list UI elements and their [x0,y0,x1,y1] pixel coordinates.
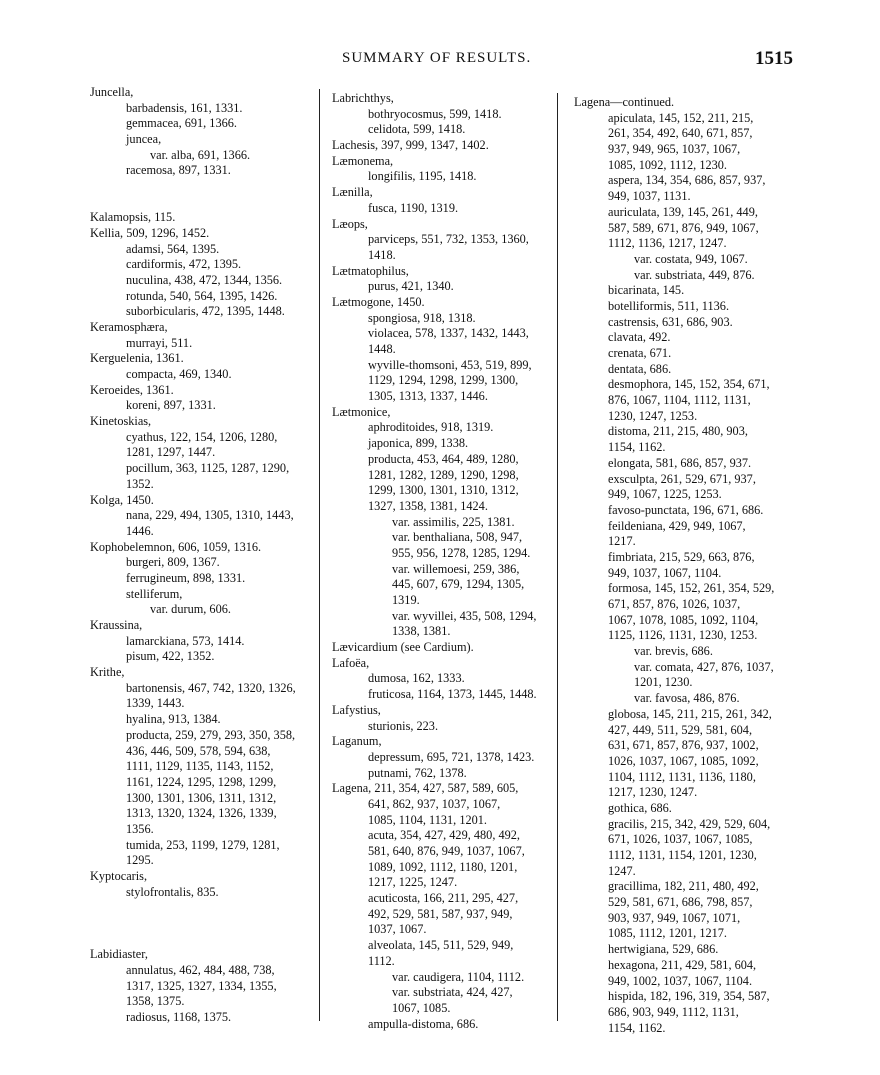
index-species-entry: castrensis, 631, 686, 903. [608,314,733,329]
index-variety-entry: 1201, 1230. [634,675,693,690]
index-species-entry: 1217, 1225, 1247. [368,875,458,890]
index-variety-entry: var. favosa, 486, 876. [634,691,740,706]
index-genus-entry: Juncella, [90,85,134,99]
index-species-entry: hexagona, 211, 429, 581, 604, [608,957,757,972]
index-species-entry: sturionis, 223. [368,718,439,733]
index-genus-entry: Keramosphæra, [90,319,168,334]
index-genus-entry: Lætmogone, 1450. [332,294,425,309]
index-species-entry: crenata, 671. [608,346,672,360]
index-species-entry: ampulla-distoma, 686. [368,1016,479,1031]
index-species-entry: exsculpta, 261, 529, 671, 937, [608,471,756,486]
index-genus-entry: Labrichthys, [332,91,394,105]
index-genus-entry: Lachesis, 397, 999, 1347, 1402. [332,138,489,153]
index-species-entry: alveolata, 145, 511, 529, 949, [368,938,514,953]
index-species-entry: 1217, 1230, 1247. [608,785,698,800]
index-column-3 [574,95,797,1036]
index-species-entry: producta, 453, 464, 489, 1280, [368,451,519,466]
index-variety-entry: var. assimilis, 225, 1381. [392,514,515,529]
index-species-entry: 1418. [368,247,396,262]
index-species-entry: bothryocosmus, 599, 1418. [368,106,502,121]
index-species-entry: 261, 354, 492, 640, 671, 857, [608,126,753,141]
index-species-entry: pocillum, 363, 1125, 1287, 1290, [126,461,290,476]
index-species-entry: 1327, 1358, 1381, 1424. [368,498,488,513]
index-species-entry: 1446. [126,523,154,538]
index-species-entry: 1448. [368,342,396,356]
index-variety-entry: var. willemoesi, 259, 386, [392,561,520,576]
index-species-entry: racemosa, 897, 1331. [126,163,231,178]
index-species-entry: depressum, 695, 721, 1378, 1423. [368,749,535,764]
index-species-entry: 641, 862, 937, 1037, 1067, [368,796,501,811]
index-species-entry: 1112. [368,953,395,968]
entry-spacer [90,900,312,947]
index-species-entry: compacta, 469, 1340. [126,367,232,381]
index-variety-entry: var. comata, 427, 876, 1037, [634,659,774,674]
index-genus-entry: Lætmonice, [332,404,391,419]
index-genus-entry: Krithe, [90,665,125,680]
index-species-entry: 876, 1067, 1104, 1112, 1131, [608,393,751,408]
index-species-entry: auriculata, 139, 145, 261, 449, [608,204,758,219]
index-genus-entry: Lætmatophilus, [332,263,409,278]
index-species-entry: stelliferum, [126,586,183,601]
index-species-entry: 631, 671, 857, 876, 937, 1002, [608,738,759,753]
index-species-entry: 1125, 1126, 1131, 1230, 1253. [608,628,758,643]
index-column-2 [332,91,554,1032]
index-species-entry: 1026, 1037, 1067, 1085, 1092, [608,753,759,768]
column-divider-2 [557,93,558,1021]
index-variety-entry: var. caudigera, 1104, 1112. [392,969,525,984]
index-species-entry: hyalina, 913, 1384. [126,712,221,727]
index-species-entry: 427, 449, 511, 529, 581, 604, [608,722,753,737]
index-genus-entry: Kraussina, [90,618,143,632]
index-variety-entry: var. substriata, 424, 427, [392,985,513,1000]
index-variety-entry: 1319. [392,593,420,607]
index-species-entry: cyathus, 122, 154, 1206, 1280, [126,429,278,444]
index-species-entry: hertwigiana, 529, 686. [608,942,719,957]
index-species-entry: cardiformis, 472, 1395. [126,257,242,272]
index-species-entry: 1352. [126,476,154,491]
index-species-entry: 1281, 1282, 1289, 1290, 1298, [368,467,519,482]
index-species-entry: 529, 581, 671, 686, 798, 857, [608,895,753,910]
index-variety-entry: 955, 956, 1278, 1285, 1294. [392,545,531,560]
index-species-entry: spongiosa, 918, 1318. [368,310,476,325]
index-species-entry: distoma, 211, 215, 480, 903, [608,424,748,439]
index-species-entry: globosa, 145, 211, 215, 261, 342, [608,706,772,721]
index-species-entry: 1217. [608,534,636,549]
index-species-entry: juncea, [126,132,162,147]
index-genus-entry: Kellia, 509, 1296, 1452. [90,225,210,240]
index-species-entry: formosa, 145, 152, 261, 354, 529, [608,581,775,596]
index-species-entry: elongata, 581, 686, 857, 937. [608,455,752,470]
index-genus-entry: Lænilla, [332,185,373,200]
index-species-entry: acuta, 354, 427, 429, 480, 492, [368,828,520,843]
index-species-entry: 949, 1067, 1225, 1253. [608,487,722,502]
index-species-entry: clavata, 492. [608,330,671,345]
index-species-entry: 686, 903, 949, 1112, 1131, [608,1004,739,1019]
index-species-entry: desmophora, 145, 152, 354, 671, [608,377,770,392]
index-species-entry: suborbicularis, 472, 1395, 1448. [126,304,285,319]
index-species-entry: parviceps, 551, 732, 1353, 1360, [368,232,529,247]
index-variety-entry: 445, 607, 679, 1294, 1305, [392,577,525,592]
index-species-entry: 436, 446, 509, 578, 594, 638, [126,743,271,758]
index-species-entry: 1104, 1112, 1131, 1136, 1180, [608,769,756,784]
index-species-entry: dentata, 686. [608,361,672,376]
index-species-entry: 1067, 1078, 1085, 1092, 1104, [608,612,759,627]
index-species-entry: gracilis, 215, 342, 429, 529, 604, [608,816,771,831]
index-species-entry: favoso-punctata, 196, 671, 686. [608,502,764,517]
index-genus-entry: Lagena—continued. [574,95,675,109]
index-species-entry: 1037, 1067. [368,922,427,937]
index-species-entry: bartonensis, 467, 742, 1320, 1326, [126,680,296,695]
index-column-1 [90,85,312,1026]
index-species-entry: 1129, 1294, 1298, 1299, 1300, [368,373,519,388]
index-variety-entry: var. substriata, 449, 876. [634,267,755,282]
index-genus-entry: Kalamopsis, 115. [90,210,176,225]
index-species-entry: 1247. [608,863,636,878]
index-species-entry: 1356. [126,821,154,836]
index-species-entry: annulatus, 462, 484, 488, 738, [126,963,275,978]
index-species-entry: producta, 259, 279, 293, 350, 358, [126,727,296,742]
index-species-entry: 903, 937, 949, 1067, 1071, [608,910,741,925]
index-genus-entry: Læops, [332,216,368,231]
index-species-entry: ferrugineum, 898, 1331. [126,570,246,585]
index-species-entry: lamarckiana, 573, 1414. [126,633,245,648]
index-species-entry: 949, 1037, 1067, 1104. [608,565,722,580]
index-species-entry: japonica, 899, 1338. [368,436,469,451]
index-species-entry: pisum, 422, 1352. [126,649,215,664]
index-variety-entry: var. wyvillei, 435, 508, 1294, [392,608,537,623]
index-genus-entry: Lævicardium (see Cardium). [332,640,474,655]
index-species-entry: stylofrontalis, 835. [126,884,219,899]
index-genus-entry: Læmonema, [332,153,394,168]
index-species-entry: 1317, 1325, 1327, 1334, 1355, [126,978,277,993]
index-species-entry: 1305, 1313, 1337, 1446. [368,389,488,404]
index-species-entry: violacea, 578, 1337, 1432, 1443, [368,326,529,341]
index-variety-entry: var. costata, 949, 1067. [634,251,748,266]
index-species-entry: rotunda, 540, 564, 1395, 1426. [126,288,278,303]
index-species-entry: 1111, 1129, 1135, 1143, 1152, [126,759,274,774]
index-species-entry: 949, 1037, 1131. [608,189,691,204]
index-species-entry: 1085, 1104, 1131, 1201. [368,812,487,827]
index-species-entry: hispida, 182, 196, 319, 354, 587, [608,989,770,1004]
index-species-entry: apiculata, 145, 152, 211, 215, [608,110,754,125]
index-genus-entry: Lafoëa, [332,655,370,670]
index-species-entry: 1339, 1443. [126,696,185,711]
column-divider-1 [319,89,320,1021]
index-species-entry: radiosus, 1168, 1375. [126,1010,232,1025]
index-species-entry: 1281, 1297, 1447. [126,445,216,460]
running-header-title: SUMMARY OF RESULTS. [342,50,532,66]
index-species-entry: feildeniana, 429, 949, 1067, [608,518,746,533]
index-species-entry: acuticosta, 166, 211, 295, 427, [368,891,519,906]
index-variety-entry: var. brevis, 686. [634,644,713,659]
index-species-entry: gothica, 686. [608,800,672,815]
index-species-entry: 492, 529, 581, 587, 937, 949, [368,906,513,921]
index-species-entry: 1300, 1301, 1306, 1311, 1312, [126,790,277,805]
index-genus-entry: Kerguelenia, 1361. [90,351,184,366]
index-genus-entry: Keroeides, 1361. [90,382,174,397]
index-species-entry: fusca, 1190, 1319. [368,200,459,215]
index-variety-entry: var. durum, 606. [150,602,231,617]
index-species-entry: 1154, 1162. [608,440,666,455]
index-species-entry: purus, 421, 1340. [368,279,454,294]
index-species-entry: 1358, 1375. [126,994,185,1009]
index-species-entry: murrayi, 511. [126,335,193,350]
index-genus-entry: Kolga, 1450. [90,492,154,507]
index-species-entry: barbadensis, 161, 1331. [126,100,243,115]
index-species-entry: gracillima, 182, 211, 480, 492, [608,879,759,894]
index-species-entry: gemmacea, 691, 1366. [126,116,237,131]
index-species-entry: 671, 857, 876, 1026, 1037, [608,597,741,611]
index-species-entry: wyville-thomsoni, 453, 519, 899, [368,357,532,372]
index-species-entry: aspera, 134, 354, 686, 857, 937, [608,173,766,188]
index-genus-entry: Labidiaster, [90,947,148,962]
index-species-entry: celidota, 599, 1418. [368,122,466,137]
index-species-entry: 937, 949, 965, 1037, 1067, [608,142,741,157]
index-species-entry: 1154, 1162. [608,1020,666,1035]
index-species-entry: tumida, 253, 1199, 1279, 1281, [126,837,280,852]
index-species-entry: fimbriata, 215, 529, 663, 876, [608,549,755,564]
index-genus-entry: Kophobelemnon, 606, 1059, 1316. [90,539,262,554]
page-number: 1515 [755,48,793,69]
index-species-entry: 1230, 1247, 1253. [608,408,698,423]
index-genus-entry: Kinetoskias, [90,414,152,429]
index-species-entry: 671, 1026, 1037, 1067, 1085, [608,832,753,847]
index-genus-entry: Kyptocaris, [90,869,148,883]
index-species-entry: adamsi, 564, 1395. [126,241,220,256]
index-species-entry: 1085, 1112, 1201, 1217. [608,926,727,941]
index-species-entry: 1112, 1131, 1154, 1201, 1230, [608,848,757,862]
index-species-entry: 1089, 1092, 1112, 1180, 1201, [368,859,518,874]
index-species-entry: nana, 229, 494, 1305, 1310, 1443, [126,508,294,523]
index-species-entry: fruticosa, 1164, 1373, 1445, 1448. [368,687,537,702]
index-species-entry: 581, 640, 876, 949, 1037, 1067, [368,844,525,858]
index-genus-entry: Laganum, [332,734,382,749]
index-species-entry: aphroditoides, 918, 1319. [368,420,494,435]
index-species-entry: bicarinata, 145. [608,283,685,298]
index-species-entry: longifilis, 1195, 1418. [368,169,477,184]
index-species-entry: dumosa, 162, 1333. [368,671,465,686]
index-species-entry: 949, 1002, 1037, 1067, 1104. [608,973,753,988]
entry-spacer [90,179,312,210]
index-species-entry: 1161, 1224, 1295, 1298, 1299, [126,774,277,789]
index-species-entry: 587, 589, 671, 876, 949, 1067, [608,220,759,235]
index-genus-entry: Lafystius, [332,702,381,717]
index-species-entry: putnami, 762, 1378. [368,765,467,780]
index-species-entry: 1112, 1136, 1217, 1247. [608,236,727,251]
index-variety-entry: 1338, 1381. [392,624,451,639]
index-variety-entry: var. benthaliana, 508, 947, [392,530,523,545]
index-species-entry: 1295. [126,853,154,868]
index-genus-entry: Lagena, 211, 354, 427, 587, 589, 605, [332,781,519,796]
index-species-entry: nuculina, 438, 472, 1344, 1356. [126,272,283,287]
index-species-entry: koreni, 897, 1331. [126,398,216,413]
index-variety-entry: 1067, 1085. [392,1000,451,1015]
index-species-entry: 1085, 1092, 1112, 1230. [608,157,727,172]
index-species-entry: botelliformis, 511, 1136. [608,298,730,313]
index-species-entry: 1313, 1320, 1324, 1326, 1339, [126,806,277,821]
index-species-entry: 1299, 1300, 1301, 1310, 1312, [368,483,519,498]
index-species-entry: burgeri, 809, 1367. [126,555,220,570]
index-variety-entry: var. alba, 691, 1366. [150,147,251,162]
